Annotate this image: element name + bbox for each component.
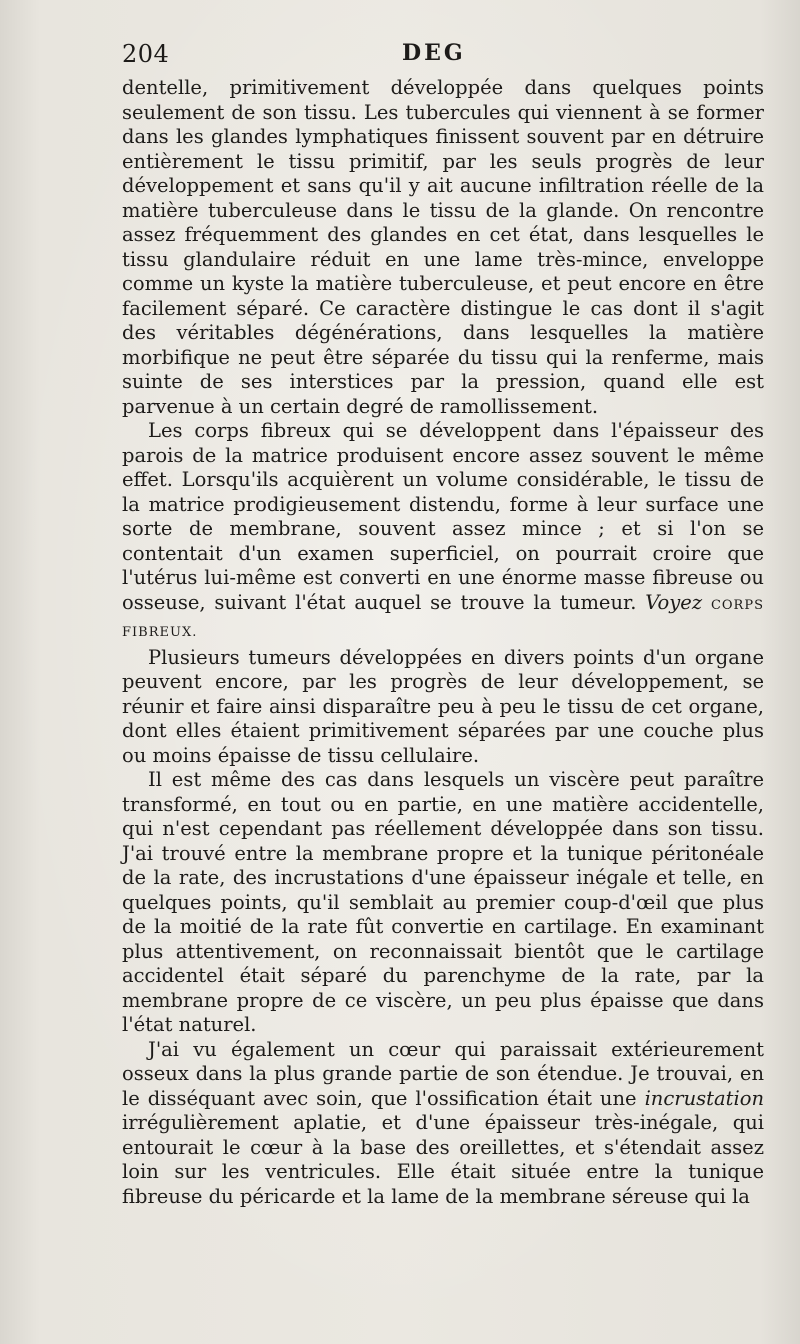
paragraph-2 (122, 419, 764, 646)
paragraph-5-text-a: J'ai vu également un cœur qui paraissait extérieurement osseux dans la plus grande partie de son étendue. Je trouvai, en le disséquant avec soin, que l'ossification était une (122, 1037, 764, 1110)
paragraph-4: Il est même des cas dans lesquels un viscère peut paraître transformé, en tout ou en partie, en une matière accidentelle, qui n'est cependant pas réellement développée dans son tissu. J'ai trouvé entre la membrane propre et la tunique péritonéale de la rate, des incrustations d'une épaisseur inégale et telle, en quelques points, qu'il semblait au premier coup-d'œil que plus de la moitié de la rate fût convertie en cartilage. En examinant plus attentivement, on reconnaissait bientôt que le cartilage accidentel était séparé du parenchyme de la rate, par la membrane propre de ce viscère, un peu plus épaisse que dans l'état naturel. (122, 768, 764, 1036)
running-head: DEG (402, 40, 466, 66)
paragraph-3: Plusieurs tumeurs développées en divers points d'un organe peuvent encore, par les progrès de leur développement, se réunir et faire ainsi disparaître peu à peu le tissu de cet organe, dont elles étaient primitivement séparées par une couche plus ou moins épaisse de tissu cellulaire. (122, 645, 764, 767)
voyez-reference: Voyez (645, 590, 703, 614)
page-header (122, 40, 762, 74)
paragraph-2-text: Les corps fibreux qui se développent dans l'épaisseur des parois de la matrice produisent encore assez souvent le même effet. Lorsqu'ils acquièrent un volume considérable, le tissu de la matrice prodigieusement distendu, forme à leur surface une sorte de membrane, souvent assez mince ; et si l'on se contentait d'un examen superficiel, on pourrait croire que l'utérus lui-même est converti en une énorme masse fibreuse ou osseuse, suivant l'état auquel se trouve la tumeur. (122, 419, 764, 614)
body-text (122, 76, 764, 1209)
paragraph-5 (122, 1038, 764, 1210)
page-number: 204 (122, 40, 170, 68)
italic-term: incrustation (644, 1086, 764, 1110)
paragraph-5-text-b: irrégulièrement aplatie, et d'une épaisseur très-inégale, qui entourait le cœur à la base des oreillettes, et s'étendait assez loin sur les ventricules. Elle était située entre la tunique fibreuse du péricarde et la lame de la membrane séreuse qui la (122, 1111, 764, 1208)
cross-reference: CORPS FIBREUX. (122, 597, 764, 640)
paragraph-1: dentelle, primitivement développée dans quelques points seulement de son tissu. Les tubercules qui viennent à se former dans les glandes lymphatiques finissent souvent par en détruire entièrement le tissu primitif, par les seuls progrès de leur développement et sans qu'il y ait aucune infiltration réelle de la matière tuberculeuse dans le tissu de la glande. On rencontre assez fréquemment des glandes en cet état, dans lesquelles le tissu glandulaire réduit en une lame très-mince, enveloppe comme un kyste la matière tuberculeuse, et peut encore en être facilement séparé. Ce caractère distingue le cas dont il s'agit des véritables dégénérations, dans lesquelles la matière morbifique ne peut être séparée du tissu qui la renferme, mais suinte de ses interstices par la pression, quand elle est parvenue à un certain degré de ramollissement. (122, 76, 764, 418)
